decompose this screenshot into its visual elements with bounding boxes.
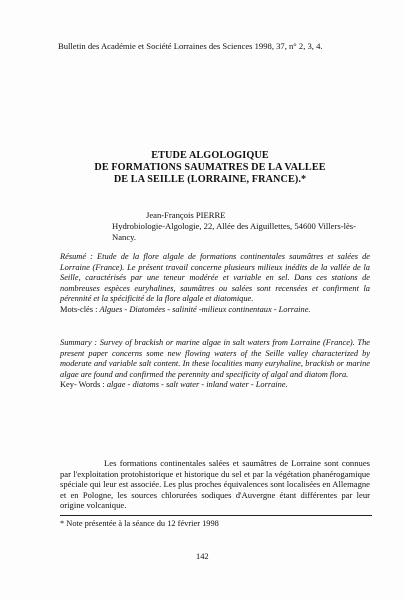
resume-text: : Etude de la flore algale de formations continentales saumâtres et salées de Lorraine (France). Le présent travail concerne plusieurs milieux inédits de la vallée de la Seille, caractérisés par une teneur modérée et variable en sel. Dans ces stations de nombreuses espèces euryhalines, saumâtres ou salées sont recensées et confirment la pérennité et la spécificité de la flore algale et diatomique. bbox=[60, 252, 370, 304]
title-line: DE FORMATIONS SAUMATRES DE LA VALLEE bbox=[94, 162, 326, 173]
resume-block bbox=[60, 252, 370, 316]
resume-keywords: Algues - Diatomées - salinité -milieux continentaux - Lorraine. bbox=[99, 304, 311, 314]
journal-header: Bulletin des Académie et Société Lorraines des Sciences 1998, 37, n° 2, 3, 4. bbox=[58, 41, 323, 51]
resume-label: Résumé bbox=[60, 252, 87, 261]
summary-block bbox=[60, 338, 370, 391]
footnote-divider bbox=[60, 515, 372, 516]
summary-text: : Survey of brackish or marine algae in salt waters from Lorraine (France). The present paper concerns some new flowing waters of the Seille valley characterized by moderate and variable salt content. In these localities many euryhaline, brackish or marine algae are found and confirmed the perennity and specificity of algal and diatom flora. bbox=[60, 338, 370, 379]
author-affiliation: Hydrobiologie-Algologie, 22, Allée des Aiguillettes, 54600 Villers-lès-Nancy. bbox=[112, 221, 356, 242]
footnote: * Note présentée à la séance du 12 février 1998 bbox=[60, 519, 219, 528]
title-line: DE LA SEILLE (LORRAINE, FRANCE).* bbox=[113, 174, 307, 185]
author-name: Jean-François PIERRE bbox=[146, 210, 226, 220]
page-number: 142 bbox=[196, 552, 209, 561]
body-paragraph: Les formations continentales salées et saumâtres de Lorraine sont connues par l'exploitation protohistorique et historique du sel et par la végétation phanérogamique spéciale qui leur est associée. Les plus proches équivalences sont localisées en Allemagne et en Pologne, les sources chlorurées sodiques d'Auvergne étant différentes par leur origine volcanique. bbox=[60, 458, 370, 511]
article-title bbox=[60, 150, 360, 186]
summary-keywords-label: Key- Words : bbox=[60, 380, 107, 390]
summary-keywords: algae - diatoms - salt water - inland water - Lorraine. bbox=[106, 380, 288, 390]
summary-label: Summary bbox=[60, 338, 92, 347]
title-line: ETUDE ALGOLOGIQUE bbox=[151, 150, 269, 161]
resume-keywords-label: Mots-clés : bbox=[60, 304, 100, 314]
